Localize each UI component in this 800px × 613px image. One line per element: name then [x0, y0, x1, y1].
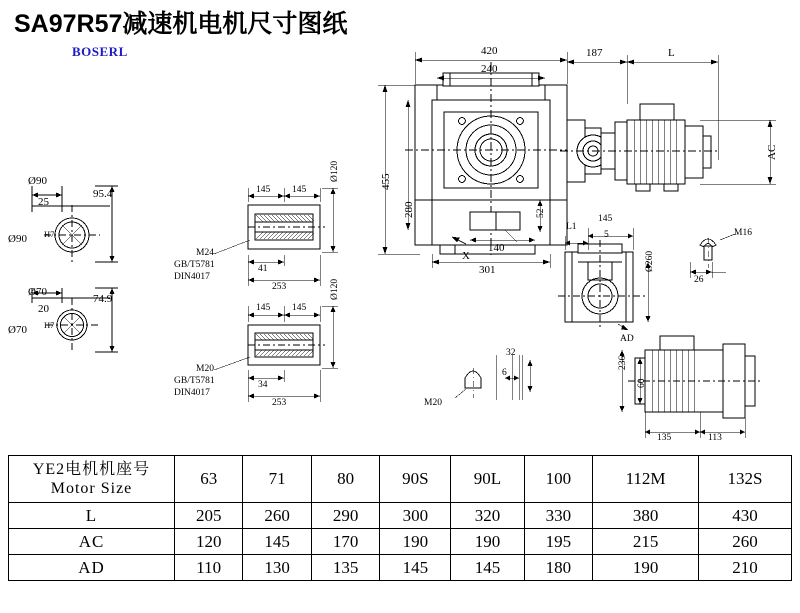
dim-145-bot-b: 145: [292, 303, 307, 313]
cell-L-2: 290: [311, 503, 379, 529]
cell-AD-1: 130: [243, 555, 311, 581]
dim-32: 32: [506, 348, 516, 358]
header-motor-size-cell: [9, 456, 175, 503]
size-col-7: 132S: [699, 456, 792, 503]
cell-AD-2: 135: [311, 555, 379, 581]
size-col-0: 63: [175, 456, 243, 503]
dim-AC: AC: [766, 144, 778, 160]
dim-20: 20: [38, 303, 49, 315]
dim-236: 236: [618, 355, 628, 370]
label-din4017-top: DIN4017: [174, 272, 210, 282]
dim-455: 455: [380, 173, 392, 190]
label-M24: M24: [196, 248, 214, 258]
size-col-2: 80: [311, 456, 379, 503]
motor-size-table: [8, 455, 792, 581]
table-header-row: [9, 456, 792, 503]
dim-240: 240: [481, 63, 498, 75]
cell-AC-6: 215: [593, 529, 699, 555]
dim-301: 301: [479, 264, 496, 276]
cell-L-6: 380: [593, 503, 699, 529]
cell-AD-3: 145: [380, 555, 451, 581]
cell-AC-4: 190: [451, 529, 524, 555]
dim-L-motor: L: [668, 47, 675, 59]
dim-74-9: 74.9: [93, 293, 113, 305]
dim-280: 280: [403, 201, 415, 218]
table-row: [9, 503, 792, 529]
page-title: SA97R57减速机电机尺寸图纸: [14, 10, 348, 38]
size-col-1: 71: [243, 456, 311, 503]
dim-187: 187: [586, 47, 603, 59]
dim-135: 135: [657, 433, 672, 443]
label-din4017-bot: DIN4017: [174, 388, 210, 398]
dim-25: 25: [38, 196, 49, 208]
header-label-cn: YE2电机机座号: [32, 461, 151, 478]
size-col-3: 90S: [380, 456, 451, 503]
size-col-5: 100: [524, 456, 592, 503]
dim-145-bot-a: 145: [256, 303, 271, 313]
dim-140: 140: [488, 242, 505, 254]
label-AD: AD: [620, 334, 634, 344]
dim-26: 26: [694, 275, 704, 285]
cell-L-0: 205: [175, 503, 243, 529]
dim-diameter-70: Ø70: [28, 286, 47, 298]
row-label-L: L: [9, 503, 175, 529]
dim-60: 60: [637, 378, 647, 388]
cell-AD-4: 145: [451, 555, 524, 581]
label-M20-key: M20: [424, 398, 442, 408]
cell-AC-2: 170: [311, 529, 379, 555]
dim-52: 52: [536, 208, 546, 218]
dim-41: 41: [258, 264, 268, 274]
dim-5: 5: [604, 230, 609, 240]
cell-AD-7: 210: [699, 555, 792, 581]
cell-AC-3: 190: [380, 529, 451, 555]
cell-AC-1: 145: [243, 529, 311, 555]
table-row: [9, 529, 792, 555]
dim-253-bot: 253: [272, 398, 287, 408]
cell-AC-7: 260: [699, 529, 792, 555]
cell-L-4: 320: [451, 503, 524, 529]
tol-h7-bottom: H7: [44, 320, 55, 330]
cell-L-7: 430: [699, 503, 792, 529]
cell-L-5: 330: [524, 503, 592, 529]
label-M20-bolt: M20: [196, 364, 214, 374]
dim-145-side: 145: [598, 214, 613, 224]
brand-logo: BOSERL: [72, 44, 128, 59]
cell-L-1: 260: [243, 503, 311, 529]
dim-diameter-120-bot: Ø120: [330, 278, 340, 300]
dim-L1: L1: [566, 222, 577, 232]
dim-34: 34: [258, 380, 268, 390]
row-label-AD: AD: [9, 555, 175, 581]
dim-113: 113: [708, 433, 722, 443]
header-label-en: Motor Size: [50, 480, 133, 497]
cell-AD-6: 190: [593, 555, 699, 581]
dim-420: 420: [481, 45, 498, 57]
label-gb-t5781-bot: GB/T5781: [174, 376, 215, 386]
dim-diameter-120-top: Ø120: [330, 160, 340, 182]
tol-h7-top: H7: [44, 229, 55, 239]
dim-145-top-a: 145: [256, 185, 271, 195]
dim-145-top-b: 145: [292, 185, 307, 195]
size-col-4: 90L: [451, 456, 524, 503]
dim-diameter-90: Ø90: [28, 175, 47, 187]
dim-253-top: 253: [272, 282, 287, 292]
dim-95-4: 95.4: [93, 188, 113, 200]
cell-AC-5: 195: [524, 529, 592, 555]
cell-AC-0: 120: [175, 529, 243, 555]
cell-AD-5: 180: [524, 555, 592, 581]
dim-6: 6: [502, 368, 507, 378]
dim-diameter-260: Ø260: [645, 250, 655, 272]
cell-L-3: 300: [380, 503, 451, 529]
dim-diameter-90-h7: Ø90: [8, 233, 27, 245]
cell-AD-0: 110: [175, 555, 243, 581]
table-row: [9, 555, 792, 581]
size-col-6: 112M: [593, 456, 699, 503]
label-M16: M16: [734, 228, 752, 238]
row-label-AC: AC: [9, 529, 175, 555]
label-X: X: [462, 250, 470, 262]
label-gb-t5781-top: GB/T5781: [174, 260, 215, 270]
dim-diameter-70-h7: Ø70: [8, 324, 27, 336]
